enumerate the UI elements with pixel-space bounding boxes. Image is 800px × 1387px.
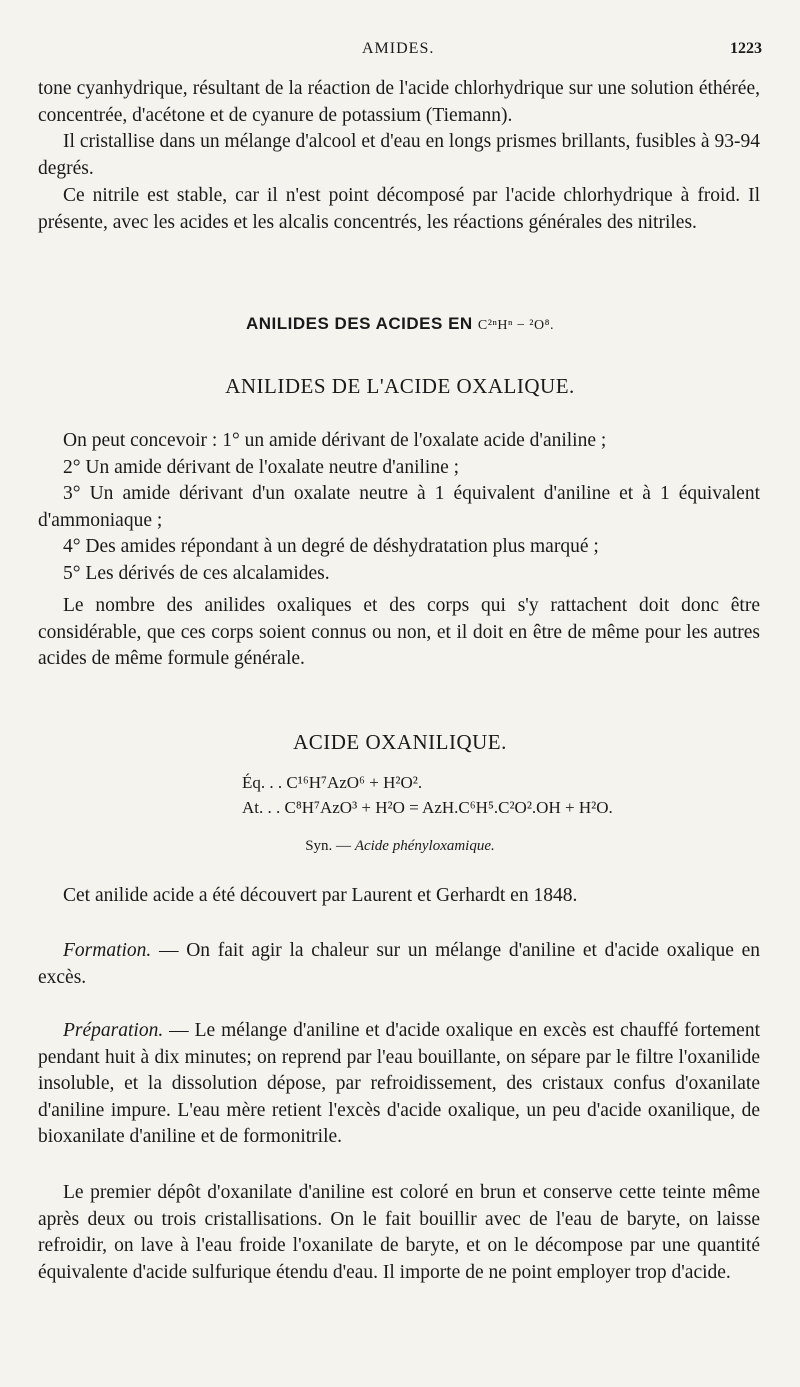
list-item: 3° Un amide dérivant d'un oxalate neutre à 1 équivalent d'aniline et à 1 équivalent d'ammoniaque ; [38,483,760,531]
paragraph-text: tone cyanhydrique, résultant de la réaction de l'acide chlorhydrique sur une solution éthérée, concentrée, d'acétone et de cyanure de potassium (Tiemann). [38,78,760,126]
preparation-label: Préparation. [63,1020,164,1041]
section-heading-label: ANILIDES DES ACIDES EN [246,314,473,333]
paragraph-crystal [38,129,760,182]
paragraph-formation [38,938,760,991]
list-item: 4° Des amides répondant à un degré de déshydratation plus marqué ; [63,536,599,558]
preparation-text: — Le mélange d'aniline et d'acide oxalique en excès est chauffé fortement pendant huit à dix minutes; on reprend par l'eau bouillante, on sépare par le filtre l'oxanilide insoluble, et la dissolution dépose, par refroidissement, des cristaux confus d'oxanilate d'aniline impure. L'eau mère retient l'excès d'acide oxalique, un peu d'acide oxanilique, de bioxanilate d'aniline et de formonitrile. [38,1020,760,1148]
equation-atomic [242,796,613,820]
section-heading-formula: C²ⁿHⁿ − ²O⁸. [477,318,554,333]
paragraph-text: Ce nitrile est stable, car il n'est point décomposé par l'acide chlorhydrique à froid. Il présente, avec les acides et les alcalis concentrés, les réactions générales des nitriles. [38,185,760,233]
formation-text: — On fait agir la chaleur sur un mélange d'aniline et d'acide oxalique en excès. [38,940,760,988]
synonym-label: Syn. — [305,838,352,854]
heading-anilides-oxalique: ANILIDES DE L'ACIDE OXALIQUE. [225,374,575,398]
formation-label: Formation. [63,940,152,961]
paragraph-decouvert [38,883,760,910]
list-item: 2° Un amide dérivant de l'oxalate neutre d'aniline ; [63,456,460,478]
paragraph-text: Le premier dépôt d'oxanilate d'aniline est coloré en brun et conserve cette teinte même après deux ou trois cristallisations. On le fait bouillir avec de l'eau de baryte, on laisse refroidir, on lave à l'eau froide l'oxanilate de baryte, et on le décompose par une quantité équivalente d'acide sulfurique étendu d'eau. Il importe de ne point employer trop d'acide. [38,1182,760,1283]
section-heading-anilides [0,314,800,334]
list-possible-amides [38,428,760,588]
header-title: AMIDES. [362,40,435,57]
equation-formula: C¹⁶H⁷AzO⁶ + H²O². [286,773,423,792]
paragraph-preparation [38,1018,760,1151]
paragraph-stable [38,183,760,236]
paragraph-nitrile-intro [38,76,760,129]
paragraph-text: Il cristallise dans un mélange d'alcool et d'eau en longs prismes brillants, fusibles à 93-94 degrés. [38,131,760,179]
equation-label: Éq. . . [242,773,283,792]
running-header [0,40,800,66]
synonym-line [0,838,800,855]
paragraph-depot [38,1180,760,1286]
equation-label: At. . . [242,798,281,817]
paragraph-nombre [38,593,760,673]
paragraph-text: Cet anilide acide a été découvert par Laurent et Gerhardt en 1848. [63,885,578,906]
equation-equivalent [242,771,422,795]
list-item: 5° Les dérivés de ces alcalamides. [63,562,330,584]
equation-formula: C⁸H⁷AzO³ + H²O = AzH.C⁶H⁵.C²O².OH + H²O. [284,798,613,817]
list-item: On peut concevoir : 1° un amide dérivant de l'oxalate acide d'aniline ; [63,430,607,451]
page-number: 1223 [730,40,762,57]
synonym-value: Acide phényloxamique. [354,838,495,854]
paragraph-text: Le nombre des anilides oxaliques et des corps qui s'y rattachent doit donc être considérable, que ces corps soient connus ou non, et il doit en être de même pour les autres acides de même formule générale. [38,595,760,670]
heading-acide-oxanilique: ACIDE OXANILIQUE. [293,730,507,754]
